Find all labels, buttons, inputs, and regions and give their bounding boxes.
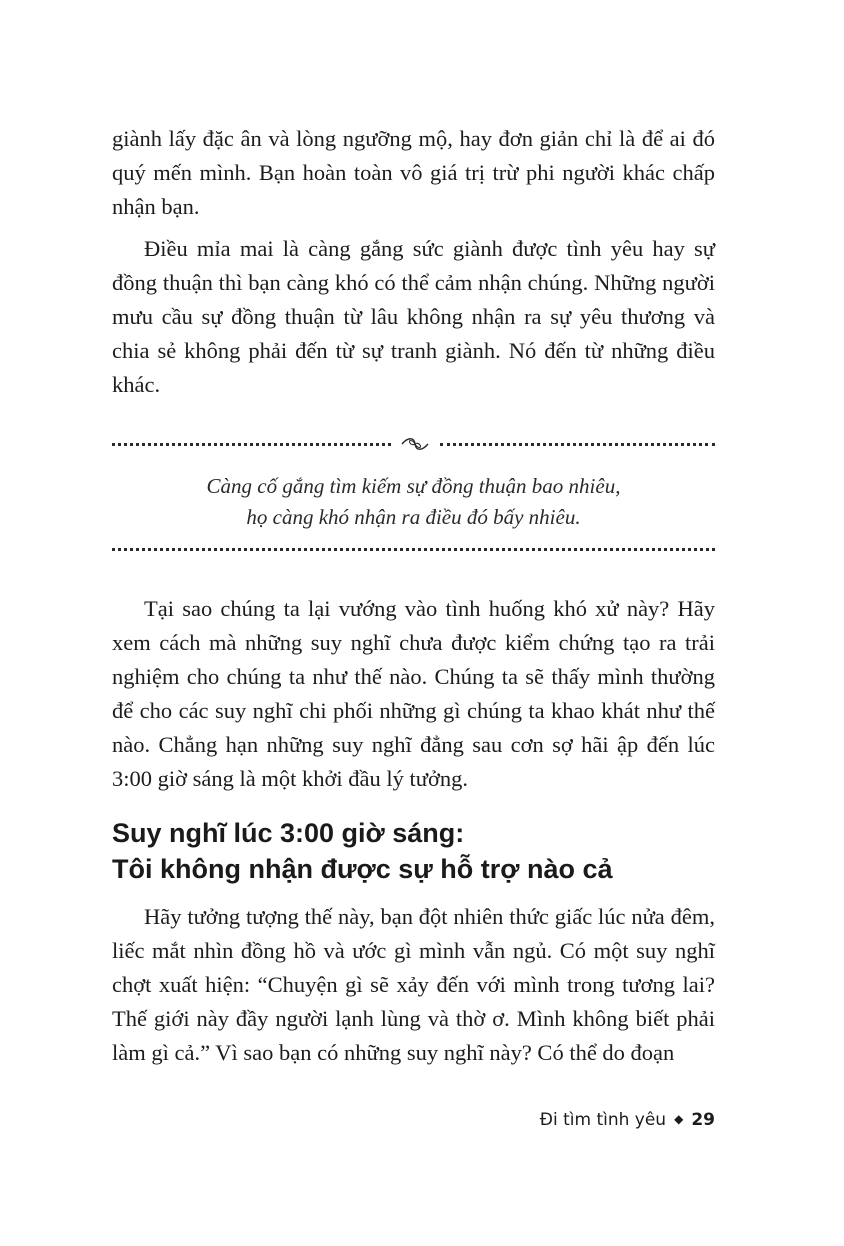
page-footer bbox=[540, 1108, 715, 1133]
pull-quote bbox=[112, 471, 715, 533]
flourish-icon bbox=[399, 434, 431, 454]
running-title: Đi tìm tình yêu bbox=[539, 1110, 667, 1130]
section-heading-line-2: Tôi không nhận được sự hỗ trợ nào cả bbox=[112, 854, 613, 884]
paragraph-continued: giành lấy đặc ân và lòng ngưỡng mộ, hay đơn giản chỉ là để ai đó quý mến mình. Bạn hoàn toàn vô giá trị trừ phi người khác chấp nhận bạn. bbox=[112, 126, 715, 219]
body-text-top bbox=[112, 122, 715, 402]
dotted-rule-bottom bbox=[112, 548, 715, 551]
body-text-bottom bbox=[112, 900, 715, 1070]
paragraph-dilemma: Tại sao chúng ta lại vướng vào tình huống khó xử này? Hãy xem cách mà những suy nghĩ chưa được kiểm chứng tạo ra trải nghiệm cho chúng ta như thế nào. Chúng ta sẽ thấy mình thường để cho các suy nghĩ chi phối những gì chúng ta khao khát như thế nào. Chẳng hạn những suy nghĩ đẳng sau cơn sợ hãi ập đến lúc 3:00 giờ sáng là một khởi đầu lý tưởng. bbox=[112, 596, 715, 791]
diamond-separator-icon: ◆ bbox=[674, 1112, 684, 1126]
pull-quote-line-1: Càng cố gắng tìm kiếm sự đồng thuận bao nhiêu, bbox=[206, 474, 621, 498]
body-text-middle bbox=[112, 592, 715, 796]
section-heading-line-1: Suy nghĩ lúc 3:00 giờ sáng: bbox=[112, 818, 465, 848]
dotted-rule-top-left bbox=[112, 443, 391, 446]
section-heading bbox=[112, 815, 715, 887]
pull-quote-line-2: họ càng khó nhận ra điều đó bấy nhiêu. bbox=[246, 505, 581, 529]
paragraph-irony: Điều mỉa mai là càng gắng sức giành được tình yêu hay sự đồng thuận thì bạn càng khó có thể cảm nhận chúng. Những người mưu cầu sự đồng thuận từ lâu không nhận ra sự yêu thương và chia sẻ không phải đến từ sự tranh giành. Nó đến từ những điều khác. bbox=[112, 236, 715, 397]
page-number: 29 bbox=[691, 1110, 715, 1130]
dotted-rule-top-right bbox=[440, 443, 715, 446]
paragraph-imagine: Hãy tưởng tượng thế này, bạn đột nhiên thức giấc lúc nửa đêm, liếc mắt nhìn đồng hồ và ước gì mình vẫn ngủ. Có một suy nghĩ chợt xuất hiện: “Chuyện gì sẽ xảy đến với mình trong tương lai? Thế giới này đầy người lạnh lùng và thờ ơ. Mình không biết phải làm gì cả.” Vì sao bạn có những suy nghĩ này? Có thể do đoạn bbox=[112, 904, 715, 1065]
